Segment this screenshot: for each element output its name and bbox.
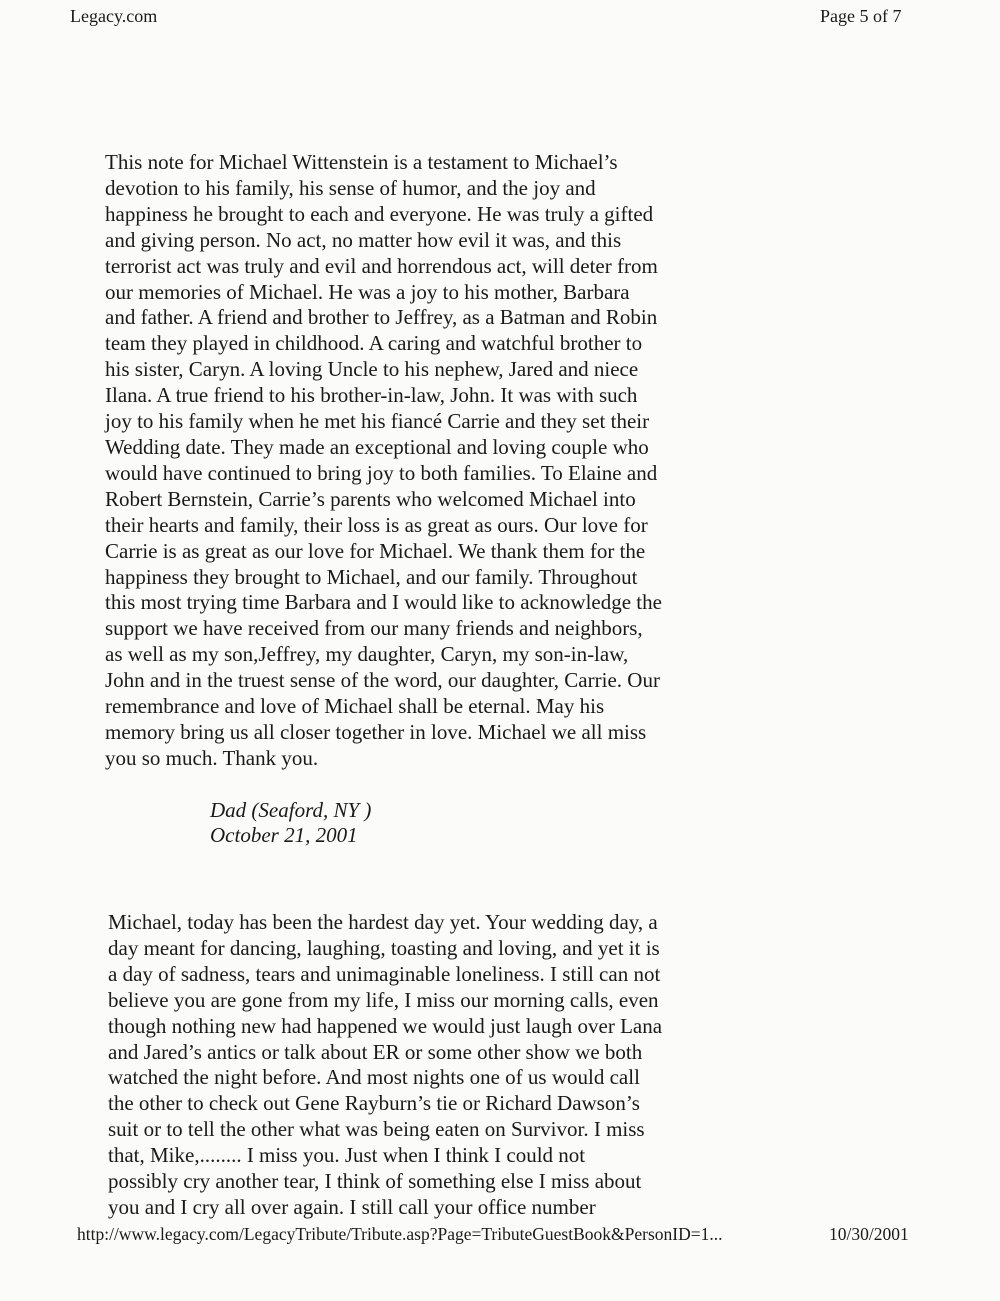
footer-url: http://www.legacy.com/LegacyTribute/Tribute.asp?Page=TributeGuestBook&PersonID=1... xyxy=(77,1224,723,1244)
entry-line: our memories of Michael. He was a joy to his mother, Barbara xyxy=(105,279,630,304)
entry-line: believe you are gone from my life, I miss our morning calls, even xyxy=(108,987,659,1012)
entry-line: happiness he brought to each and everyone. He was truly a gifted xyxy=(105,201,654,226)
guestbook-entry-2-text xyxy=(108,910,662,1221)
entry-line: Michael, today has been the hardest day yet. Your wedding day, a xyxy=(108,910,658,934)
entry-line: memory bring us all closer together in love. Michael we all miss xyxy=(105,719,647,744)
entry-line: Robert Bernstein, Carrie’s parents who welcomed Michael into xyxy=(105,486,636,511)
entry-line: and giving person. No act, no matter how evil it was, and this xyxy=(105,227,622,252)
header-site-name: Legacy.com xyxy=(70,6,158,26)
entry-line: as well as my son,Jeffrey, my daughter, Caryn, my son-in-law, xyxy=(105,642,629,667)
footer-print-date: 10/30/2001 xyxy=(829,1224,909,1244)
entry-line: team they played in childhood. A caring and watchful brother to xyxy=(105,331,643,356)
entry-line: happiness they brought to Michael, and our family. Throughout xyxy=(105,564,638,589)
entry-line: this most trying time Barbara and I would like to acknowledge the xyxy=(105,590,662,615)
entry-line: and father. A friend and brother to Jeffrey, as a Batman and Robin xyxy=(105,305,658,330)
entry-line: devotion to his family, his sense of humor, and the joy and xyxy=(105,175,596,200)
entry-line: remembrance and love of Michael shall be eternal. May his xyxy=(105,694,605,719)
entry-line: a day of sadness, tears and unimaginable loneliness. I still can not xyxy=(108,961,661,986)
entry-line: though nothing new had happened we would just laugh over Lana xyxy=(108,1013,663,1038)
entry-line: suit or to tell the other what was being eaten on Survivor. I miss xyxy=(108,1117,645,1142)
entry-line: would have continued to bring joy to both families. To Elaine and xyxy=(105,460,658,485)
entry-line: Carrie is as great as our love for Michael. We thank them for the xyxy=(105,538,646,563)
entry-line: support we have received from our many friends and neighbors, xyxy=(105,616,643,641)
entry-line: John and in the truest sense of the word, our daughter, Carrie. Our xyxy=(105,668,660,693)
entry-line: you so much. Thank you. xyxy=(105,745,319,770)
entry-line: watched the night before. And most nights one of us would call xyxy=(108,1065,640,1090)
entry-line: his sister, Caryn. A loving Uncle to his nephew, Jared and niece xyxy=(105,357,639,382)
guestbook-entry-1-text xyxy=(105,150,662,772)
entry-line: the other to check out Gene Rayburn’s tie or Richard Dawson’s xyxy=(108,1091,640,1116)
entry-1-date: October 21, 2001 xyxy=(210,823,358,847)
entry-line: that, Mike,........ I miss you. Just when I think I could not xyxy=(108,1143,586,1168)
entry-line: day meant for dancing, laughing, toasting and loving, and yet it is xyxy=(108,935,660,960)
entry-line: you and I cry all over again. I still call your office number xyxy=(108,1194,596,1219)
entry-line: and Jared’s antics or talk about ER or some other show we both xyxy=(108,1039,643,1064)
entry-line: Ilana. A true friend to his brother-in-law, John. It was with such xyxy=(105,383,638,408)
entry-line: joy to his family when he met his fiancé Carrie and they set their xyxy=(105,409,650,434)
entry-line: possibly cry another tear, I think of something else I miss about xyxy=(108,1169,642,1194)
entry-line: their hearts and family, their loss is as great as ours. Our love for xyxy=(105,512,648,537)
entry-line: This note for Michael Wittenstein is a testament to Michael’s xyxy=(105,150,618,174)
entry-1-signature: Dad (Seaford, NY ) xyxy=(210,798,372,822)
entry-line: Wedding date. They made an exceptional and loving couple who xyxy=(105,434,649,459)
entry-line: terrorist act was truly and evil and horrendous act, will deter from xyxy=(105,253,658,278)
header-page-number: Page 5 of 7 xyxy=(820,6,902,26)
